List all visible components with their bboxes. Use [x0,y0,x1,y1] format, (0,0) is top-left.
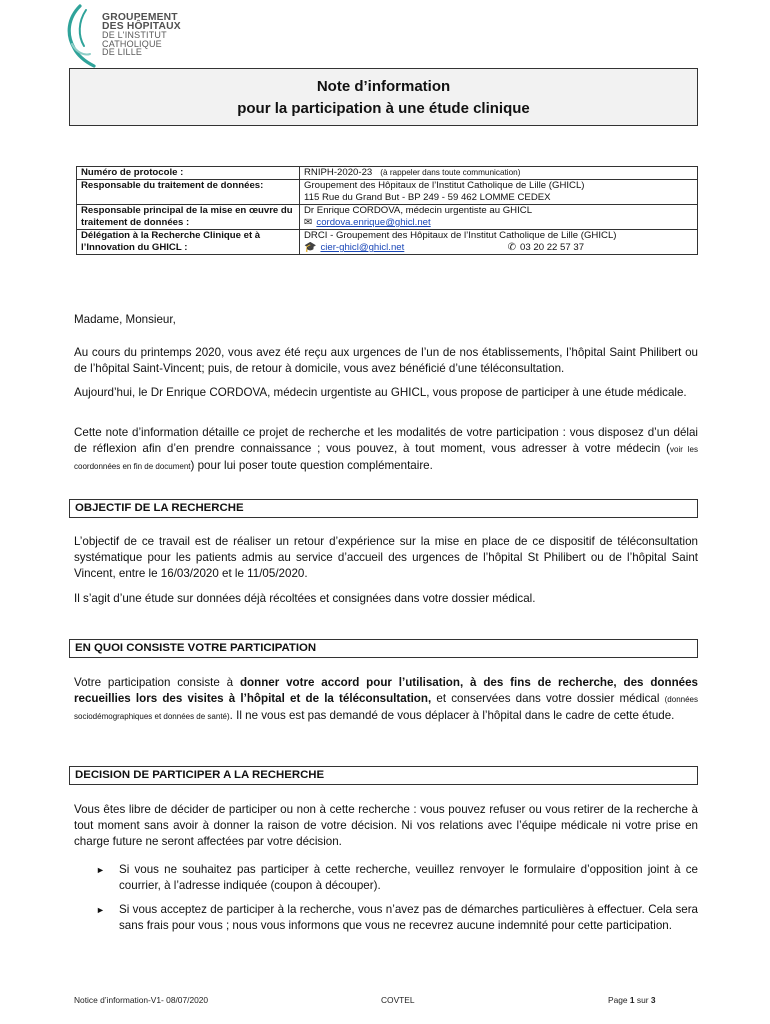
salutation: Madame, Monsieur, [74,313,176,326]
table-row [77,230,698,255]
arrow-right-icon: ► [96,865,105,875]
participation-small-note: (données sociodémographiques et données de santé) [74,695,698,722]
data-controller-name: Groupement des Hôpitaux de l’Institut Catholique de Lille (GHICL) [304,180,585,191]
page-prefix: Page [608,995,630,1005]
drci-label: Délégation à la Recherche Clinique et à l’Innovation du GHICL : [77,230,300,255]
principal-investigator-contact [304,217,693,229]
objectif-paragraph-2: Il s’agit d’une étude sur données déjà récoltées et consignées dans votre dossier médical. [74,592,536,605]
intro-paragraph-3 [74,425,698,476]
drci-name: DRCI - Groupement des Hôpitaux de l’Institut Catholique de Lille (GHICL) [304,230,617,241]
logo-line: GROUPEMENT [102,12,178,23]
arrow-right-icon: ► [96,905,105,915]
drci-email-link[interactable]: cier-ghicl@ghicl.net [320,242,405,253]
logo-line: DES HÔPITAUX [102,20,181,32]
data-controller-label: Responsable du traitement de données: [77,180,300,205]
logo-line: CATHOLIQUE [102,38,162,49]
principal-investigator-label: Responsable principal de la mise en œuvre du traitement de données : [77,205,300,230]
participation-text: et conservées dans votre dossier médical [431,692,665,706]
investigator-email-link[interactable]: cordova.enrique@ghicl.net [316,217,431,228]
drci-contact [304,242,693,254]
intro-text: ) pour lui poser toute question complémentaire. [190,459,433,473]
decision-paragraph: Vous êtes libre de décider de participer ou non à cette recherche : vous pouvez refuser ou vous retirer de la recherche à tout moment sans avoir à donner la raison de votre décision. Ni vos relations avec l’équipe médicale ni votre prise en charge future ne seront affectées par votre décision. [74,803,698,849]
list-item [96,862,698,894]
principal-investigator-name: Dr Enrique CORDOVA, médecin urgentiste au GHICL [304,205,533,216]
page-current: 1 [629,995,635,1005]
protocol-info-table [76,166,698,255]
protocol-note: (à rappeler dans toute communication) [380,168,521,177]
logo-line: DE L'INSTITUT [102,30,167,41]
phone-icon: ✆ [507,242,517,253]
title-line-2: pour la participation à une étude clinique [237,100,530,117]
footer-page-number [608,995,656,1005]
page-total: 3 [650,995,656,1005]
participation-bold-text: donner votre accord pour l’utilisation, à des fins de recherche, des données recueillies lors des visites à l’hôpital et de la téléconsultation, [74,676,699,706]
data-controller-address: 115 Rue du Grand But - BP 249 - 59 462 LOMME CEDEX [304,192,551,203]
title-line-1: Note d’information [316,78,451,95]
protocol-number-value [300,167,698,180]
ghicl-logo-mark-icon [64,4,100,68]
footer-version: Notice d’information-V1- 08/07/2020 [74,995,209,1005]
intro-small-note: voir les coordonnées en fin de document [74,445,698,472]
table-row [77,167,698,180]
mortarboard-icon: 🎓 [304,242,317,253]
drci-value [300,230,698,255]
participation-paragraph [74,675,698,726]
protocol-number-label: Numéro de protocole : [77,167,300,180]
protocol-number: RNIPH-2020-23 [304,167,373,178]
intro-paragraph-1: Au cours du printemps 2020, vous avez été reçu aux urgences de l’un de nos établissements, l’hôpital Saint Philibert ou de l’hôpital Saint-Vincent; puis, de retour à domicile, vous avez bénéficié d’une téléconsultation. [74,346,698,376]
bullet-text: Si vous acceptez de participer à la recherche, vous n’avez pas de démarches particulières à effectuer. Cela sera sans frais pour vous ; nous vous informons que vous ne recevrez aucune indemnité pour cette participation. [119,903,698,933]
table-row [77,180,698,205]
data-controller-value [300,180,698,205]
ghicl-logo [64,4,214,68]
page-separator: sur [634,995,651,1005]
logo-text [102,14,181,57]
intro-text: Cette note d’information détaille ce projet de recherche et les modalités de votre participation : vous disposez d’un délai de réflexion afin d’en prendre connaissance ; vous pouvez, à tout moment, vous adresser à votre médecin ( [74,426,698,456]
document-title [69,68,698,126]
list-item [96,902,698,934]
section-heading-decision: DECISION DE PARTICIPER A LA RECHERCHE [69,766,698,785]
section-heading-objectif: OBJECTIF DE LA RECHERCHE [69,499,698,518]
drci-phone: 03 20 22 57 37 [520,242,585,253]
bullet-text: Si vous ne souhaitez pas participer à cette recherche, veuillez renvoyer le formulaire d’opposition joint à ce courrier, à l’adresse indiquée (coupon à découper). [119,863,698,893]
section-heading-participation: EN QUOI CONSISTE VOTRE PARTICIPATION [69,639,698,658]
participation-text: Votre participation consiste à [74,676,240,689]
logo-line: DE LILLE [102,47,143,58]
principal-investigator-value [300,205,698,230]
intro-paragraph-2: Aujourd’hui, le Dr Enrique CORDOVA, médecin urgentiste au GHICL, vous propose de participer à une étude médicale. [74,386,687,399]
footer-project: COVTEL [381,995,415,1005]
objectif-paragraph-1: L’objectif de ce travail est de réaliser un retour d’expérience sur la mise en place de ce dispositif de téléconsultation systématique pour les patients admis au service d’accueil des urgences de l’hôpital St Philibert ou de l’hôpital Saint Vincent, entre le 16/03/2020 et le 11/05/2020. [74,535,698,581]
table-row [77,205,698,230]
participation-text: . Il ne vous est pas demandé de vous déplacer à l’hôpital dans le cadre de cette étude. [229,709,675,723]
envelope-icon: ✉ [304,217,313,228]
